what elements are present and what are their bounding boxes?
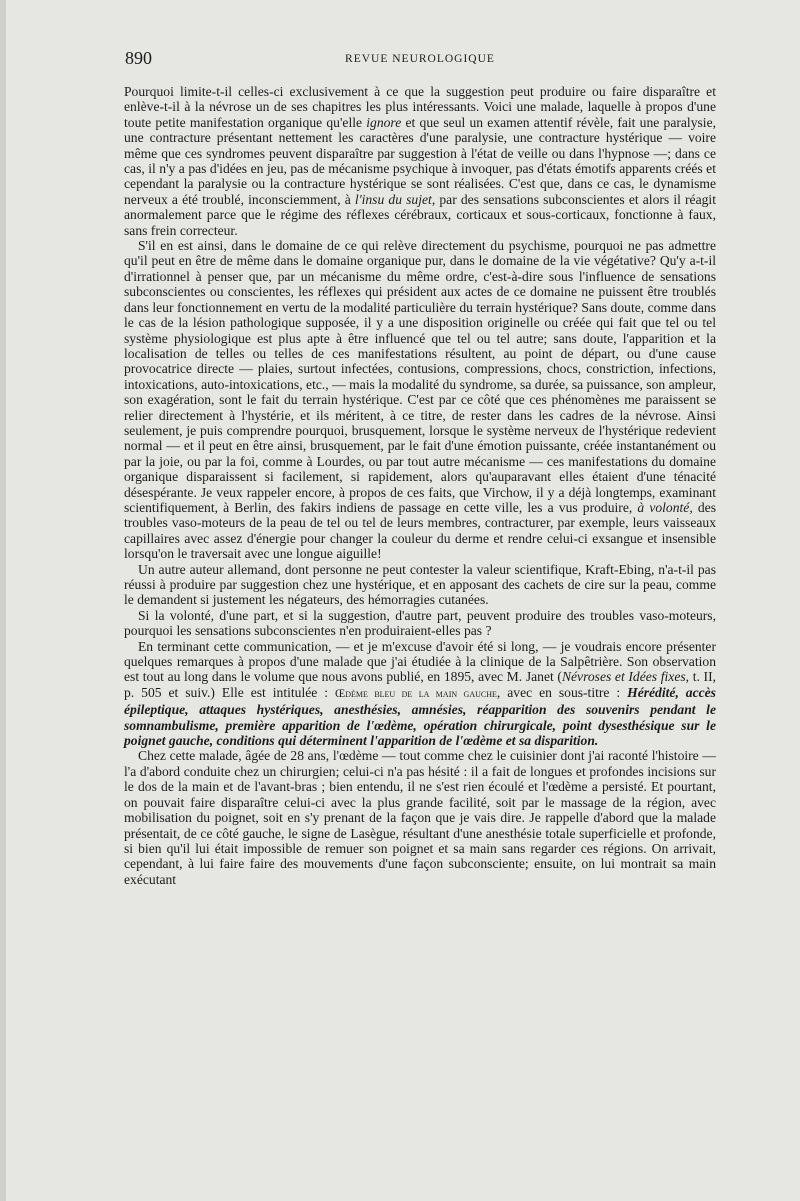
paragraph [124, 639, 716, 749]
page-header [125, 48, 715, 72]
emphasis-text: ignore [366, 114, 402, 130]
emphasis-text: à volonté [637, 499, 690, 515]
running-title: REVUE NEUROLOGIQUE [345, 53, 495, 65]
paragraph [124, 238, 716, 562]
emphasis-text: Névroses et Idées fixes [561, 669, 686, 685]
text-run: Pourquoi limite-t-il celles-ci exclusivement à ce que la suggestion peut produire ou faire disparaître et enlève-t-il à la névrose un de ses chapitres les plus intéressants. Voici une malade, laquelle à propos d'une toute petite manifestation organique qu'elle [124, 84, 716, 130]
body-text [124, 84, 716, 887]
text-run: Si la volonté, d'une part, et si la suggestion, d'autre part, peuvent produire des troubles vaso-moteurs, pourquoi les sensations subconscientes n'en produiraient-elles pas ? [124, 607, 716, 639]
page-number: 890 [125, 48, 152, 68]
text-run: et que seul un examen attentif révèle, fait une paralysie, une contracture présentant nettement les caractères d'une paralysie, une contracture hystérique — voire même que ces syndromes peuvent disparaître par suggestion à l'état de veille ou dans l'hypnose —; dans ce cas, il n'y a pas d'idées en jeu, pas de mécanisme psychique à invoquer, pas d'états émotifs apparents créés et cependant la paralysie ou la contracture hystérique se sont réalisées. C'est que, dans ce cas, le dynamisme nerveux a été troublé, inconsciemment, à [124, 114, 716, 207]
text-run: , t. II, p. 505 et suiv.) Elle est intitulée : [124, 669, 716, 700]
paragraph [124, 562, 716, 608]
text-run: S'il en est ainsi, dans le domaine de ce qui relève directement du psychisme, pourquoi ne pas admettre qu'il peut en être de même dans le domaine organique pur, dans le domaine de la vie végétative? Qu'y a-t-il d'irrationnel à penser que, par un mécanisme du même ordre, c'est-à-dire sous l'influence de sensations subconscientes ou conscientes, les réflexes qui président aux actes de ce domaine ne puissent être troublés dans leur fonctionnement en vertu de la modalité particulière du terrain hystérique? Sans doute, comme dans le cas de la lésion pathologique supposée, il y a une disposition originelle ou créée qui fait que tel ou tel système physiologique est plus apte à être influencé que tel ou tel autre; sans doute, l'apparition et la localisation de telles ou telles de ces manifestations résultent, au point de départ, ou d'une cause provocatrice directe — plaies, surtout infectées, contusions, compressions, chocs, constriction, infections, intoxications, auto-intoxications, etc., — mais la modalité du syndrome, sa durée, sa puissance, son ampleur, son exagération, sont le fait du terrain hystérique. C'est par ce côté que ces phénomènes me paraissent se relier directement à l'hystérie, et ils méritent, à ce titre, de rester dans les cadres de la névrose. Ainsi seulement, je puis comprendre pourquoi, brusquement, lorsque le système nerveux de l'hystérique redevient normal — et il peut en être ainsi, brusquement, par le fait d'une émotion puissante, créée instantanément ou par la joie, ou par la foi, comme à Lourdes, ou par tout autre mécanisme — ces manifestations du domaine organique disparaissent si facilement, si rapidement, alors qu'auparavant elles étaient d'une ténacité désespérante. Je veux rappeler encore, à propos de ces faits, que Virchow, il y a déjà longtemps, examinant scientifiquement, à Berlin, des fakirs indiens de passage en cette ville, les a vus produire, [124, 238, 716, 515]
emphasis-text: Hérédité, accès épileptique, attaques hystériques, anesthésies, amnésies, réapparition des souvenirs pendant le somnambulisme, première apparition de l'œdème, opération chirurgicale, point dysesthésique sur le poignet gauche, conditions qui déterminent l'apparition de l'œdème et sa disparition. [124, 684, 716, 749]
text-run: , avec en sous-titre : [496, 684, 628, 700]
text-run: Chez cette malade, âgée de 28 ans, l'œdème — tout comme chez le cuisinier dont j'ai raconté l'histoire — l'a d'abord conduite chez un chirurgien; celui-ci n'a pas hésité : il a fait de longues et profondes incisions sur le dos de la main et de l'avant-bras ; bien entendu, il ne s'est rien écoulé et l'œdème a persisté. Et pourtant, on pouvait faire disparaître celui-ci avec la plus grande facilité, soit par le massage de la région, avec mobilisation du poignet, soit en s'y prenant de la façon que je vais dire. Je rappelle d'abord que la malade présentait, de ce côté gauche, le signe de Lasègue, résultant d'une anesthésie totale superficielle et profonde, si bien qu'il lui était impossible de remuer son poignet et sa main sans regarder ces régions. On arrivait, cependant, à lui faire faire des mouvements d'une façon subconsciente; ensuite, on lui montrait sa main exécutant [124, 748, 716, 887]
paragraph [124, 84, 716, 238]
text-run: Un autre auteur allemand, dont personne ne peut contester la valeur scientifique, Kraft-Ebing, n'a-t-il pas réussi à produire par suggestion chez une hystérique, et en apposant des cachets de cire sur la peau, comme le demandent si justement les négateurs, des hémorragies cutanées. [124, 561, 716, 608]
text-run: En terminant cette communication, — et je m'excuse d'avoir été si long, — je voudrais encore présenter quelques remarques à propos d'une malade que j'ai étudiée à la clinique de la Salpêtrière. Son observation est tout au long dans le volume que nous avons publié, en 1895, avec M. Janet ( [124, 638, 716, 685]
text-run: , des troubles vaso-moteurs de la peau de tel ou tel de leurs membres, contracturer, par exemple, leurs vaisseaux capillaires avec assez d'énergie pour changer la couleur du derme et rendre celui-ci exsangue et insensible lorsqu'on le traversait avec une longue aiguille! [124, 499, 716, 562]
paragraph [124, 608, 716, 639]
emphasis-text: l'insu du sujet [354, 191, 432, 207]
text-run: , par des sensations subconscientes et alors il réagit anormalement parce que le régime des réflexes cérébraux, corticaux et sous-corticaux, fonctionne à faux, sans frein correcteur. [124, 191, 716, 238]
emphasis-text: Œdème bleu de la main gauche [335, 687, 497, 700]
paragraph [124, 748, 716, 887]
